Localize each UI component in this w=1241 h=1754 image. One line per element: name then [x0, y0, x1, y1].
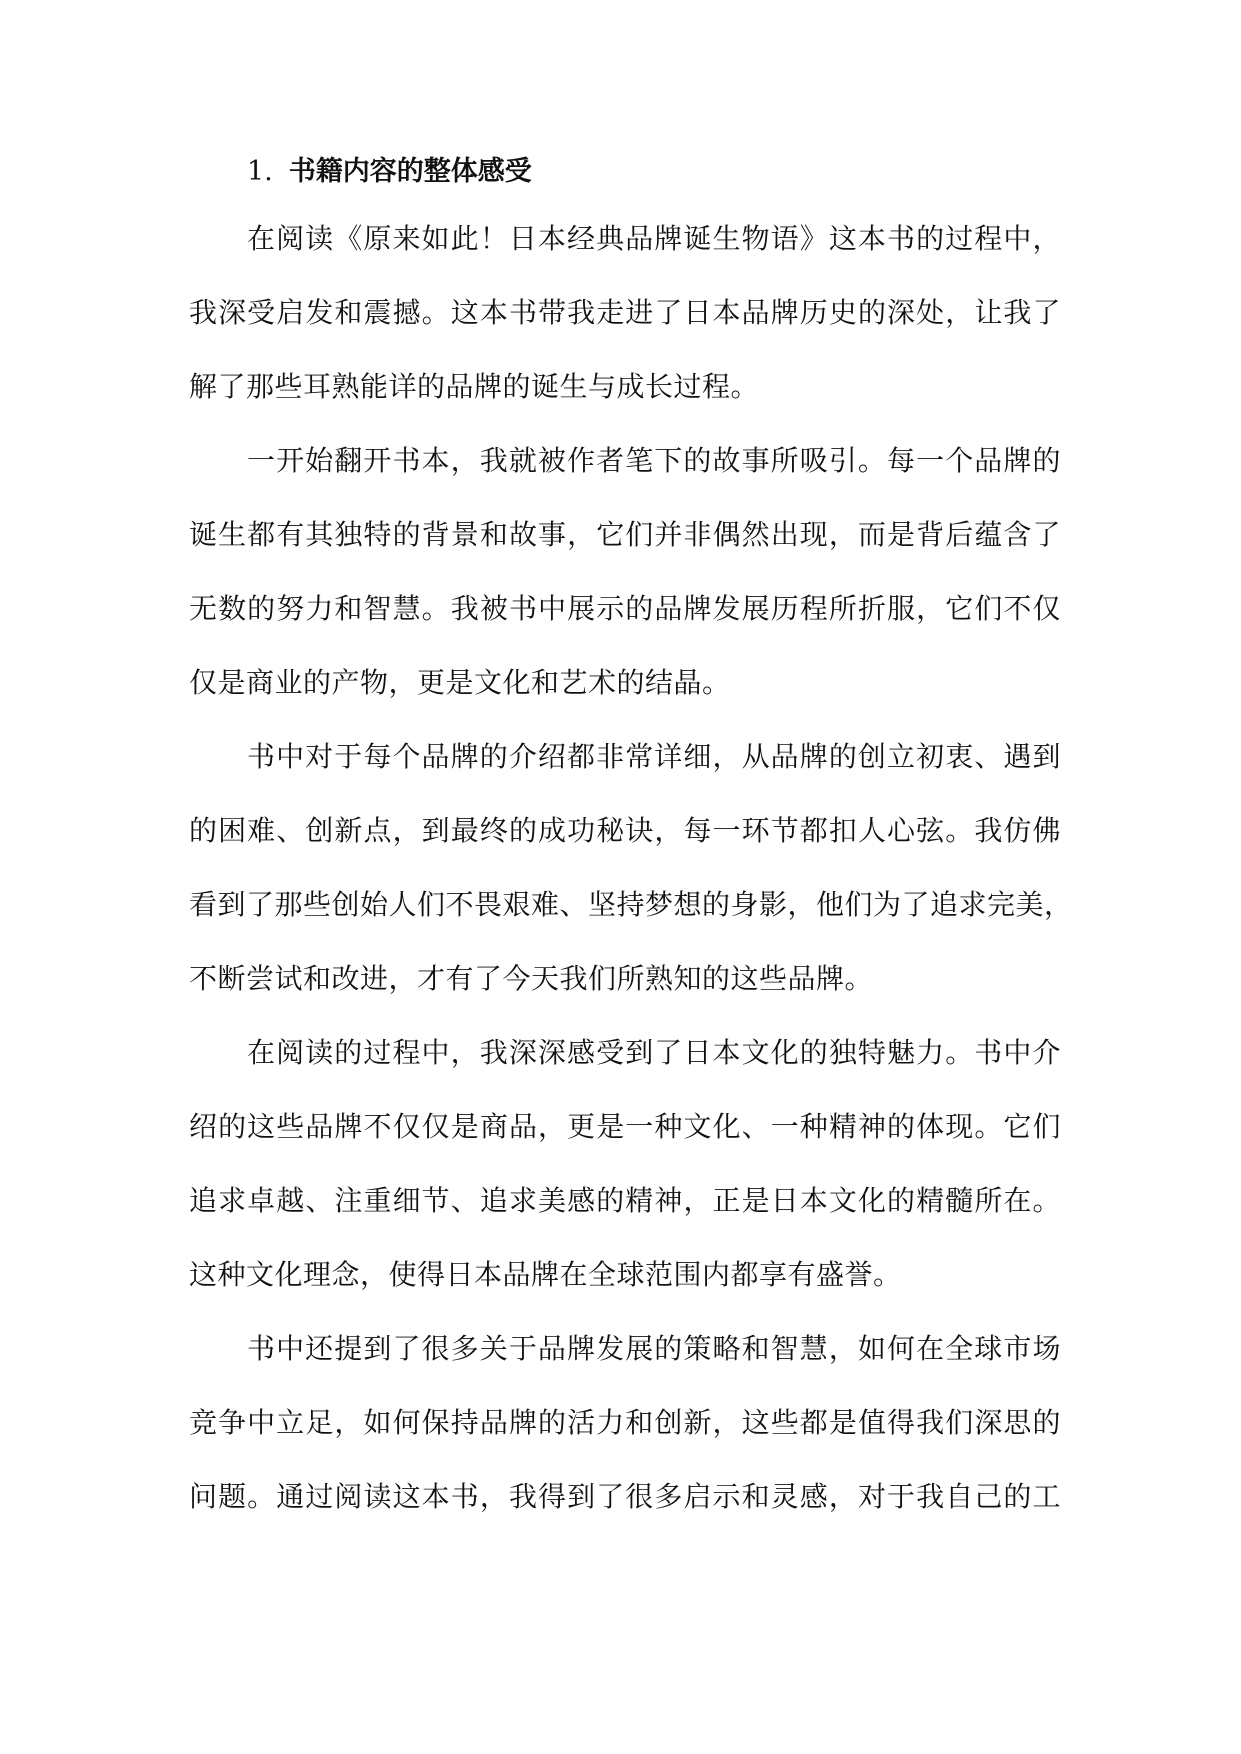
paragraph [189, 424, 1061, 720]
paragraph-line: 在阅读《原来如此！日本经典品牌诞生物语》这本书的过程中， [247, 222, 1061, 255]
paragraph-line: 书中对于每个品牌的介绍都非常详细，从品牌的创立初衷、遇到 [247, 740, 1061, 773]
paragraph-line: 绍的这些品牌不仅仅是商品，更是一种文化、一种精神的体现。它们 [189, 1110, 1061, 1143]
paragraph-line: 的困难、创新点，到最终的成功秘诀，每一环节都扣人心弦。我仿佛 [189, 814, 1061, 847]
paragraph-line: 在阅读的过程中，我深深感受到了日本文化的独特魅力。书中介 [247, 1036, 1061, 1069]
paragraph-line: 竞争中立足，如何保持品牌的活力和创新，这些都是值得我们深思的 [189, 1406, 1061, 1439]
paragraph-line: 仅是商业的产物，更是文化和艺术的结晶。 [189, 666, 731, 699]
paragraph-line: 我深受启发和震撼。这本书带我走进了日本品牌历史的深处，让我了 [189, 296, 1061, 329]
paragraph [189, 720, 1073, 1016]
paragraph-line: 一开始翻开书本，我就被作者笔下的故事所吸引。每一个品牌的 [247, 444, 1061, 477]
paragraph-line: 看到了那些创始人们不畏艰难、坚持梦想的身影，他们为了追求完美， [189, 888, 1073, 921]
paragraph-line: 这种文化理念，使得日本品牌在全球范围内都享有盛誉。 [189, 1258, 902, 1291]
paragraph-line: 问题。通过阅读这本书，我得到了很多启示和灵感，对于我自己的工 [189, 1480, 1061, 1513]
paragraph-line: 无数的努力和智慧。我被书中展示的品牌发展历程所折服，它们不仅 [189, 592, 1061, 625]
document-body [189, 142, 1073, 1534]
section-number: 1. [247, 156, 273, 187]
paragraph-line: 书中还提到了很多关于品牌发展的策略和智慧，如何在全球市场 [247, 1332, 1061, 1365]
paragraph-line: 追求卓越、注重细节、追求美感的精神，正是日本文化的精髓所在。 [189, 1184, 1061, 1217]
paragraph-line: 不断尝试和改进，才有了今天我们所熟知的这些品牌。 [189, 962, 874, 995]
paragraph [189, 1016, 1061, 1312]
section-heading [189, 142, 1061, 202]
paragraph [189, 1312, 1061, 1534]
paragraph-line: 诞生都有其独特的背景和故事，它们并非偶然出现，而是背后蕴含了 [189, 518, 1061, 551]
paragraph-line: 解了那些耳熟能详的品牌的诞生与成长过程。 [189, 370, 760, 403]
paragraph [189, 202, 1061, 424]
section-title: 书籍内容的整体感受 [288, 156, 532, 187]
